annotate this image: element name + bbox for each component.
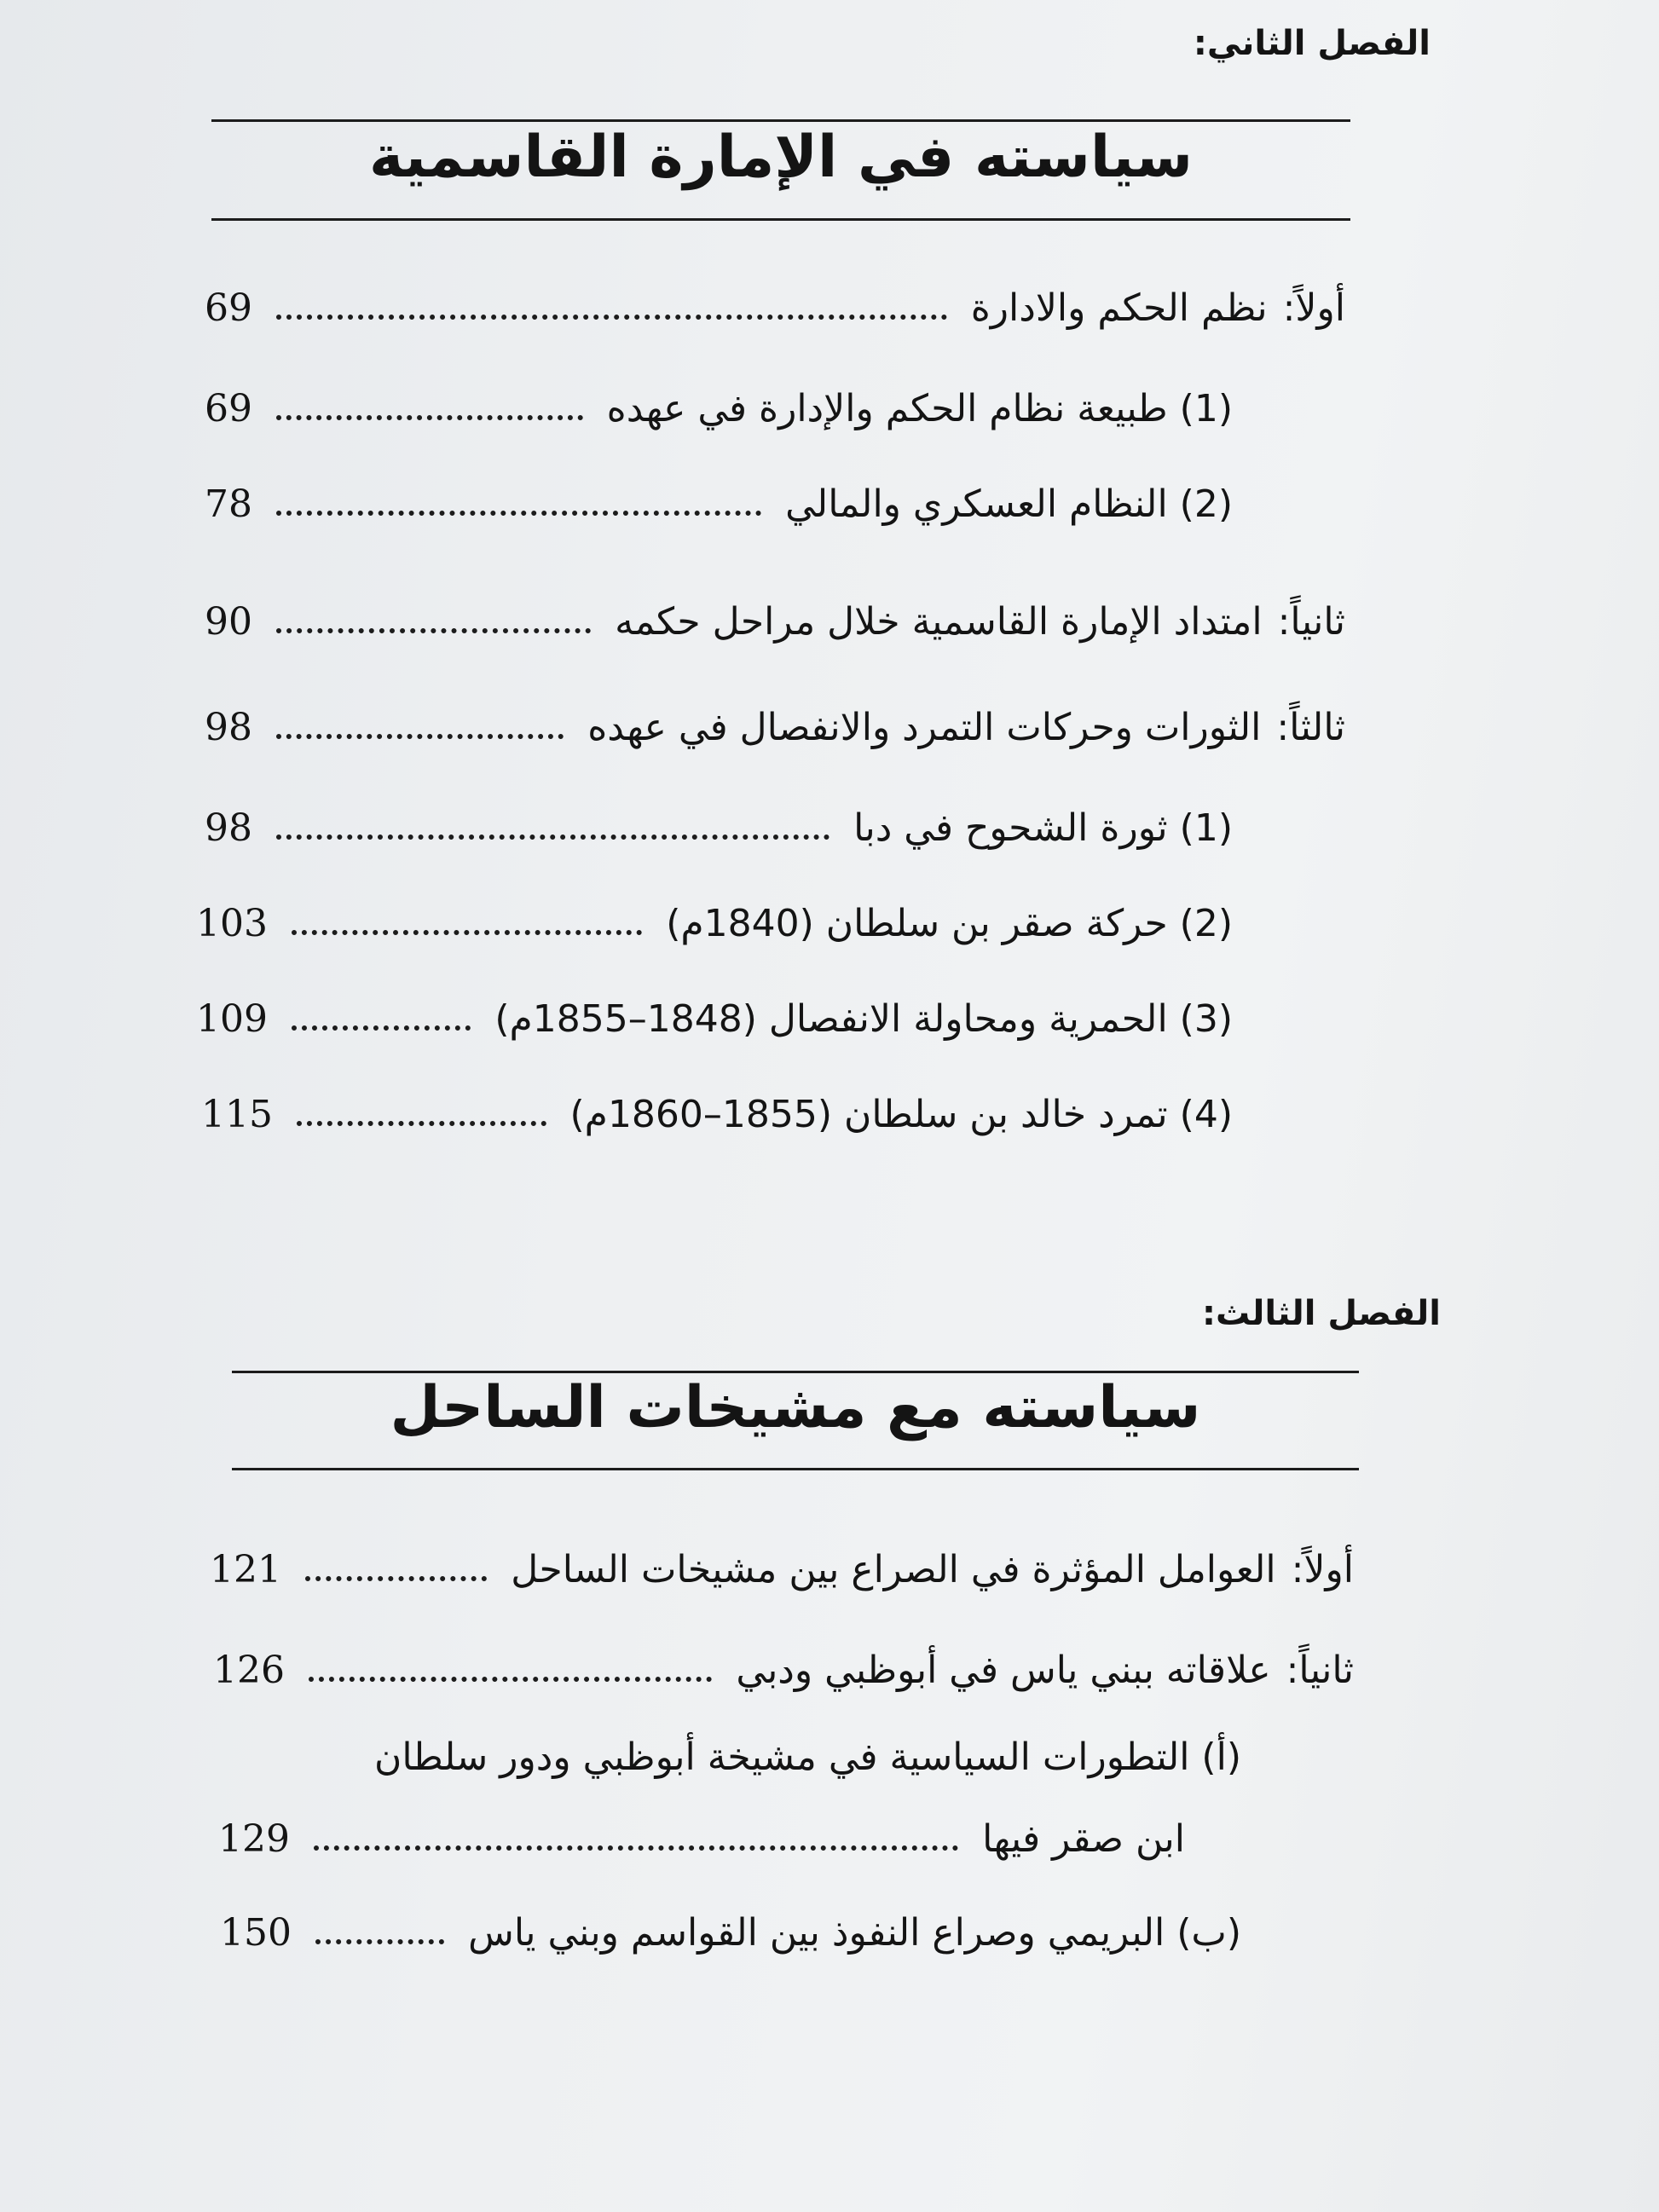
leader-dots — [276, 835, 830, 840]
page-number: 129 — [218, 1816, 290, 1861]
chapter-2-label: الفصل الثاني: — [1193, 24, 1431, 63]
leader-dots — [276, 628, 591, 633]
leader-dots — [276, 511, 761, 516]
page-number: 150 — [220, 1910, 292, 1955]
toc-entry[interactable] — [205, 592, 1345, 651]
entry-number: ثانياً: — [1277, 599, 1345, 644]
page-number: 69 — [205, 286, 252, 330]
entry-title: العوامل المؤثرة في الصراع بين مشيخات الساحل — [511, 1547, 1276, 1591]
leader-dots — [292, 1025, 471, 1031]
toc-entry[interactable] — [213, 1640, 1354, 1700]
leader-dots — [276, 415, 583, 420]
page-number: 78 — [205, 482, 252, 526]
leader-dots — [309, 1677, 712, 1682]
entry-title: امتداد الإمارة القاسمية خلال مراحل حكمه — [615, 599, 1263, 644]
toc-entry[interactable] — [205, 474, 1233, 534]
page-number: 121 — [210, 1547, 281, 1591]
entry-title: (4) تمرد خالد بن سلطان (1855–1860م) — [569, 1092, 1233, 1136]
chapter-3-label: الفصل الثالث: — [1202, 1294, 1441, 1333]
chapter-3-rule-bottom — [232, 1468, 1359, 1470]
toc-entry-title-line[interactable]: (أ) التطورات السياسية في مشيخة أبوظبي ودور سلطان — [374, 1736, 1241, 1779]
toc-entry[interactable] — [205, 378, 1233, 438]
entry-title: الثورات وحركات التمرد والانفصال في عهده — [587, 705, 1262, 749]
page-number: 69 — [205, 386, 252, 430]
page-number: 90 — [205, 599, 252, 644]
chapter-3-title: سياسته مع مشيخات الساحل — [390, 1374, 1201, 1441]
toc-entry[interactable] — [196, 989, 1233, 1048]
leader-dots — [314, 1845, 958, 1851]
entry-number: أولاً: — [1291, 1547, 1354, 1591]
entry-number: ثانياً: — [1286, 1648, 1354, 1692]
leader-dots — [297, 1121, 546, 1126]
entry-title: علاقاته ببني ياس في أبوظبي ودبي — [736, 1648, 1271, 1692]
chapter-3-rule-top — [232, 1371, 1359, 1373]
entry-title: (3) الحمرية ومحاولة الانفصال (1848–1855م) — [494, 996, 1233, 1041]
toc-entry[interactable] — [205, 798, 1233, 858]
toc-entry[interactable] — [210, 1539, 1354, 1599]
toc-entry[interactable] — [201, 1084, 1233, 1144]
page-number: 109 — [196, 996, 268, 1041]
entry-title: (2) النظام العسكري والمالي — [785, 482, 1233, 526]
entry-number: ثالثاً: — [1276, 705, 1345, 749]
entry-title: (2) حركة صقر بن سلطان (1840م) — [666, 901, 1233, 945]
chapter-2-title: سياسته في الإمارة القاسمية — [368, 124, 1193, 191]
page-number: 98 — [205, 705, 252, 749]
toc-entry[interactable] — [218, 1809, 1185, 1868]
toc-entry[interactable] — [220, 1903, 1241, 1962]
chapter-2-rule-bottom — [211, 218, 1350, 221]
entry-title: (ب) البريمي وصراع النفوذ بين القواسم وبني ياس — [468, 1910, 1241, 1955]
page-number: 103 — [196, 901, 268, 945]
entry-number: أولاً: — [1282, 286, 1345, 330]
page-number: 115 — [201, 1092, 273, 1136]
leader-dots — [276, 734, 564, 739]
leader-dots — [315, 1939, 444, 1944]
entry-title: (1) طبيعة نظام الحكم والإدارة في عهده — [606, 386, 1233, 430]
page-number: 126 — [213, 1648, 285, 1692]
leader-dots — [292, 930, 642, 935]
leader-dots — [305, 1576, 487, 1581]
leader-dots — [276, 315, 947, 320]
chapter-2-rule-top — [211, 119, 1350, 122]
entry-title: (1) ثورة الشحوح في دبا — [853, 806, 1233, 850]
page-number: 98 — [205, 806, 252, 850]
entry-title: ابن صقر فيها — [982, 1816, 1185, 1861]
entry-title: نظم الحكم والادارة — [970, 286, 1268, 330]
toc-entry[interactable] — [196, 893, 1233, 953]
toc-entry[interactable] — [205, 697, 1345, 757]
toc-entry[interactable] — [205, 278, 1345, 338]
